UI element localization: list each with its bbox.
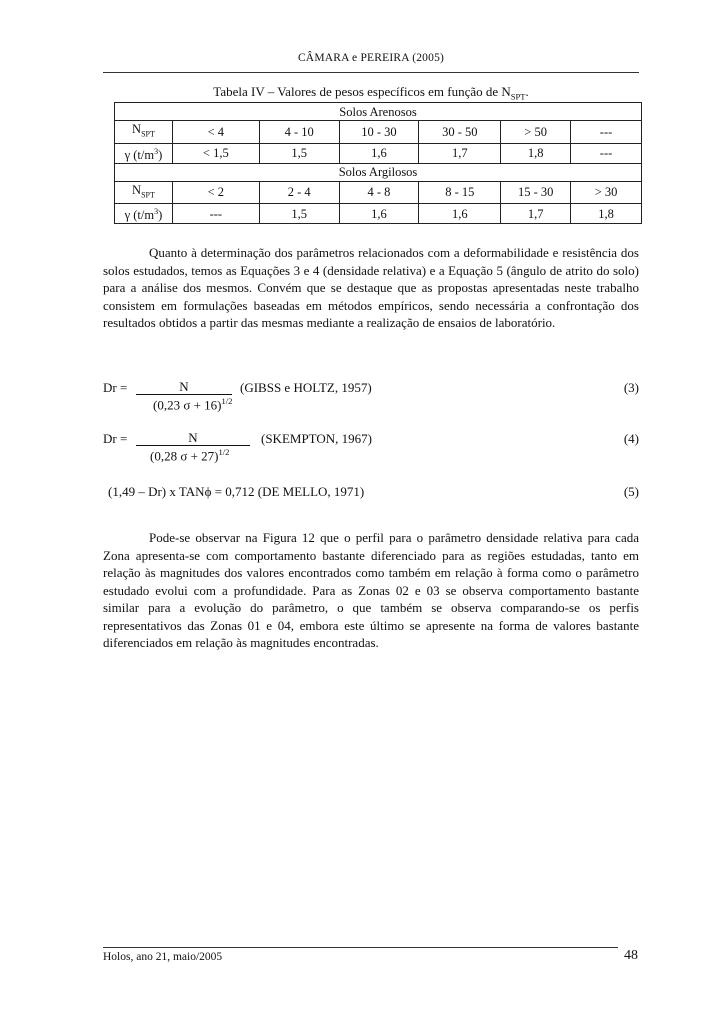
table-cell: 4 - 8 (339, 181, 419, 204)
row-label: γ $(t/m^3)$ (115, 204, 173, 224)
table-cell: 1,6 (419, 204, 501, 224)
table-cell: 1,5 (259, 143, 339, 163)
table-cell: 1,5 (259, 204, 339, 224)
paragraph-parameters: Quanto à determinação dos parâmetros relacionados com a deformabilidade e resistência dos solos estudados, temos as Equações 3 e 4 (densidade relativa) e a Equação 5 (ângulo de atrito do solo) para a análise dos mesmos. Convém que se destaque que as propostas apresentadas neste trabalho consistem em formulações baseadas em métodos empíricos, sendo necessária a confrontação dos resultados obtidos a partir das mesmas mediante a realização de ensaios de laboratório. (103, 245, 639, 330)
caption-subscript: SPT (510, 91, 526, 102)
sandy-soils-heading: Solos Arenosos (115, 103, 642, 121)
table-cell: --- (571, 143, 642, 163)
equation-4 (103, 431, 639, 467)
table-cell: 8 - 15 (419, 181, 501, 204)
table-cell: 15 - 30 (501, 181, 571, 204)
table-row (115, 204, 642, 224)
table-cell: < 2 (172, 181, 259, 204)
table-caption (103, 84, 639, 102)
table-cell: 4 - 10 (259, 121, 339, 144)
equation-3 (103, 380, 639, 416)
table-cell: < 4 (172, 121, 259, 144)
table-cell: 1,7 (501, 204, 571, 224)
table-cell: 1,6 (339, 143, 419, 163)
paragraph-figure-12: Pode-se observar na Figura 12 que o perfil para o parâmetro densidade relativa para cada Zona apresenta-se com comportamento bastante diferenciado para as regiões estudadas, tanto em relação às magnitudes dos valores encontrados como também em relação à forma como o parâmetro estudado evolui com a profundidade. Para as Zonas 02 e 03 se observa comportamento bastante similar para a evolução do parâmetro, o que também se observa comparando-se os perfis representativos das Zonas 01 e 04, embora este último se apresente na forma de valores bastante diferenciados em relação às magnitudes encontradas. (103, 530, 639, 650)
table-cell: 1,8 (571, 204, 642, 224)
equation-denominator: (0,23 σ + 16)$^{1/2}$ (153, 396, 233, 413)
equation-lhs: Dr = (103, 431, 128, 446)
equation-numerator: N (136, 431, 250, 446)
table-row (115, 181, 642, 204)
table-cell: > 30 (571, 181, 642, 204)
equation-reference: (GIBSS e HOLTZ, 1957) (240, 380, 372, 395)
row-label: $N_{SPT}$ (115, 121, 173, 144)
table-cell: 10 - 30 (339, 121, 419, 144)
footer-rule (103, 947, 618, 948)
equation-text: (1,49 – Dr) x TANϕ = 0,712 (DE MELLO, 1971) (108, 484, 365, 499)
equation-numerator: N (136, 380, 232, 395)
equation-lhs: Dr = (103, 380, 128, 395)
table-cell: < 1,5 (172, 143, 259, 163)
caption-end: . (525, 84, 529, 99)
table-cell: 1,6 (339, 204, 419, 224)
equation-number: (3) (623, 380, 639, 395)
table-cell: 1,7 (419, 143, 501, 163)
table-cell: 2 - 4 (259, 181, 339, 204)
caption-text: Tabela IV – Valores de pesos específicos em função de N (213, 84, 511, 99)
table-cell: 1,8 (501, 143, 571, 163)
specific-weight-table (114, 102, 642, 224)
equation-number: (4) (623, 431, 639, 446)
row-label: $N_{SPT}$ (115, 181, 173, 204)
table-cell: --- (571, 121, 642, 144)
table-row (115, 121, 642, 144)
equation-number: (5) (623, 484, 639, 499)
running-header: CÂMARA e PEREIRA (2005) (297, 52, 445, 64)
table-row (115, 143, 642, 163)
equation-reference: (SKEMPTON, 1967) (261, 431, 372, 446)
equation-denominator: (0,28 σ + 27)$^{1/2}$ (150, 447, 230, 464)
clayey-soils-heading: Solos Argilosos (115, 163, 642, 181)
row-label: γ $(t/m^3)$ (115, 143, 173, 163)
table-cell: > 50 (501, 121, 571, 144)
table-cell: --- (172, 204, 259, 224)
footer-journal: Holos, ano 21, maio/2005 (103, 951, 223, 963)
page-number: 48 (624, 948, 638, 963)
header-rule (103, 72, 639, 73)
table-cell: 30 - 50 (419, 121, 501, 144)
equation-5 (103, 484, 639, 520)
